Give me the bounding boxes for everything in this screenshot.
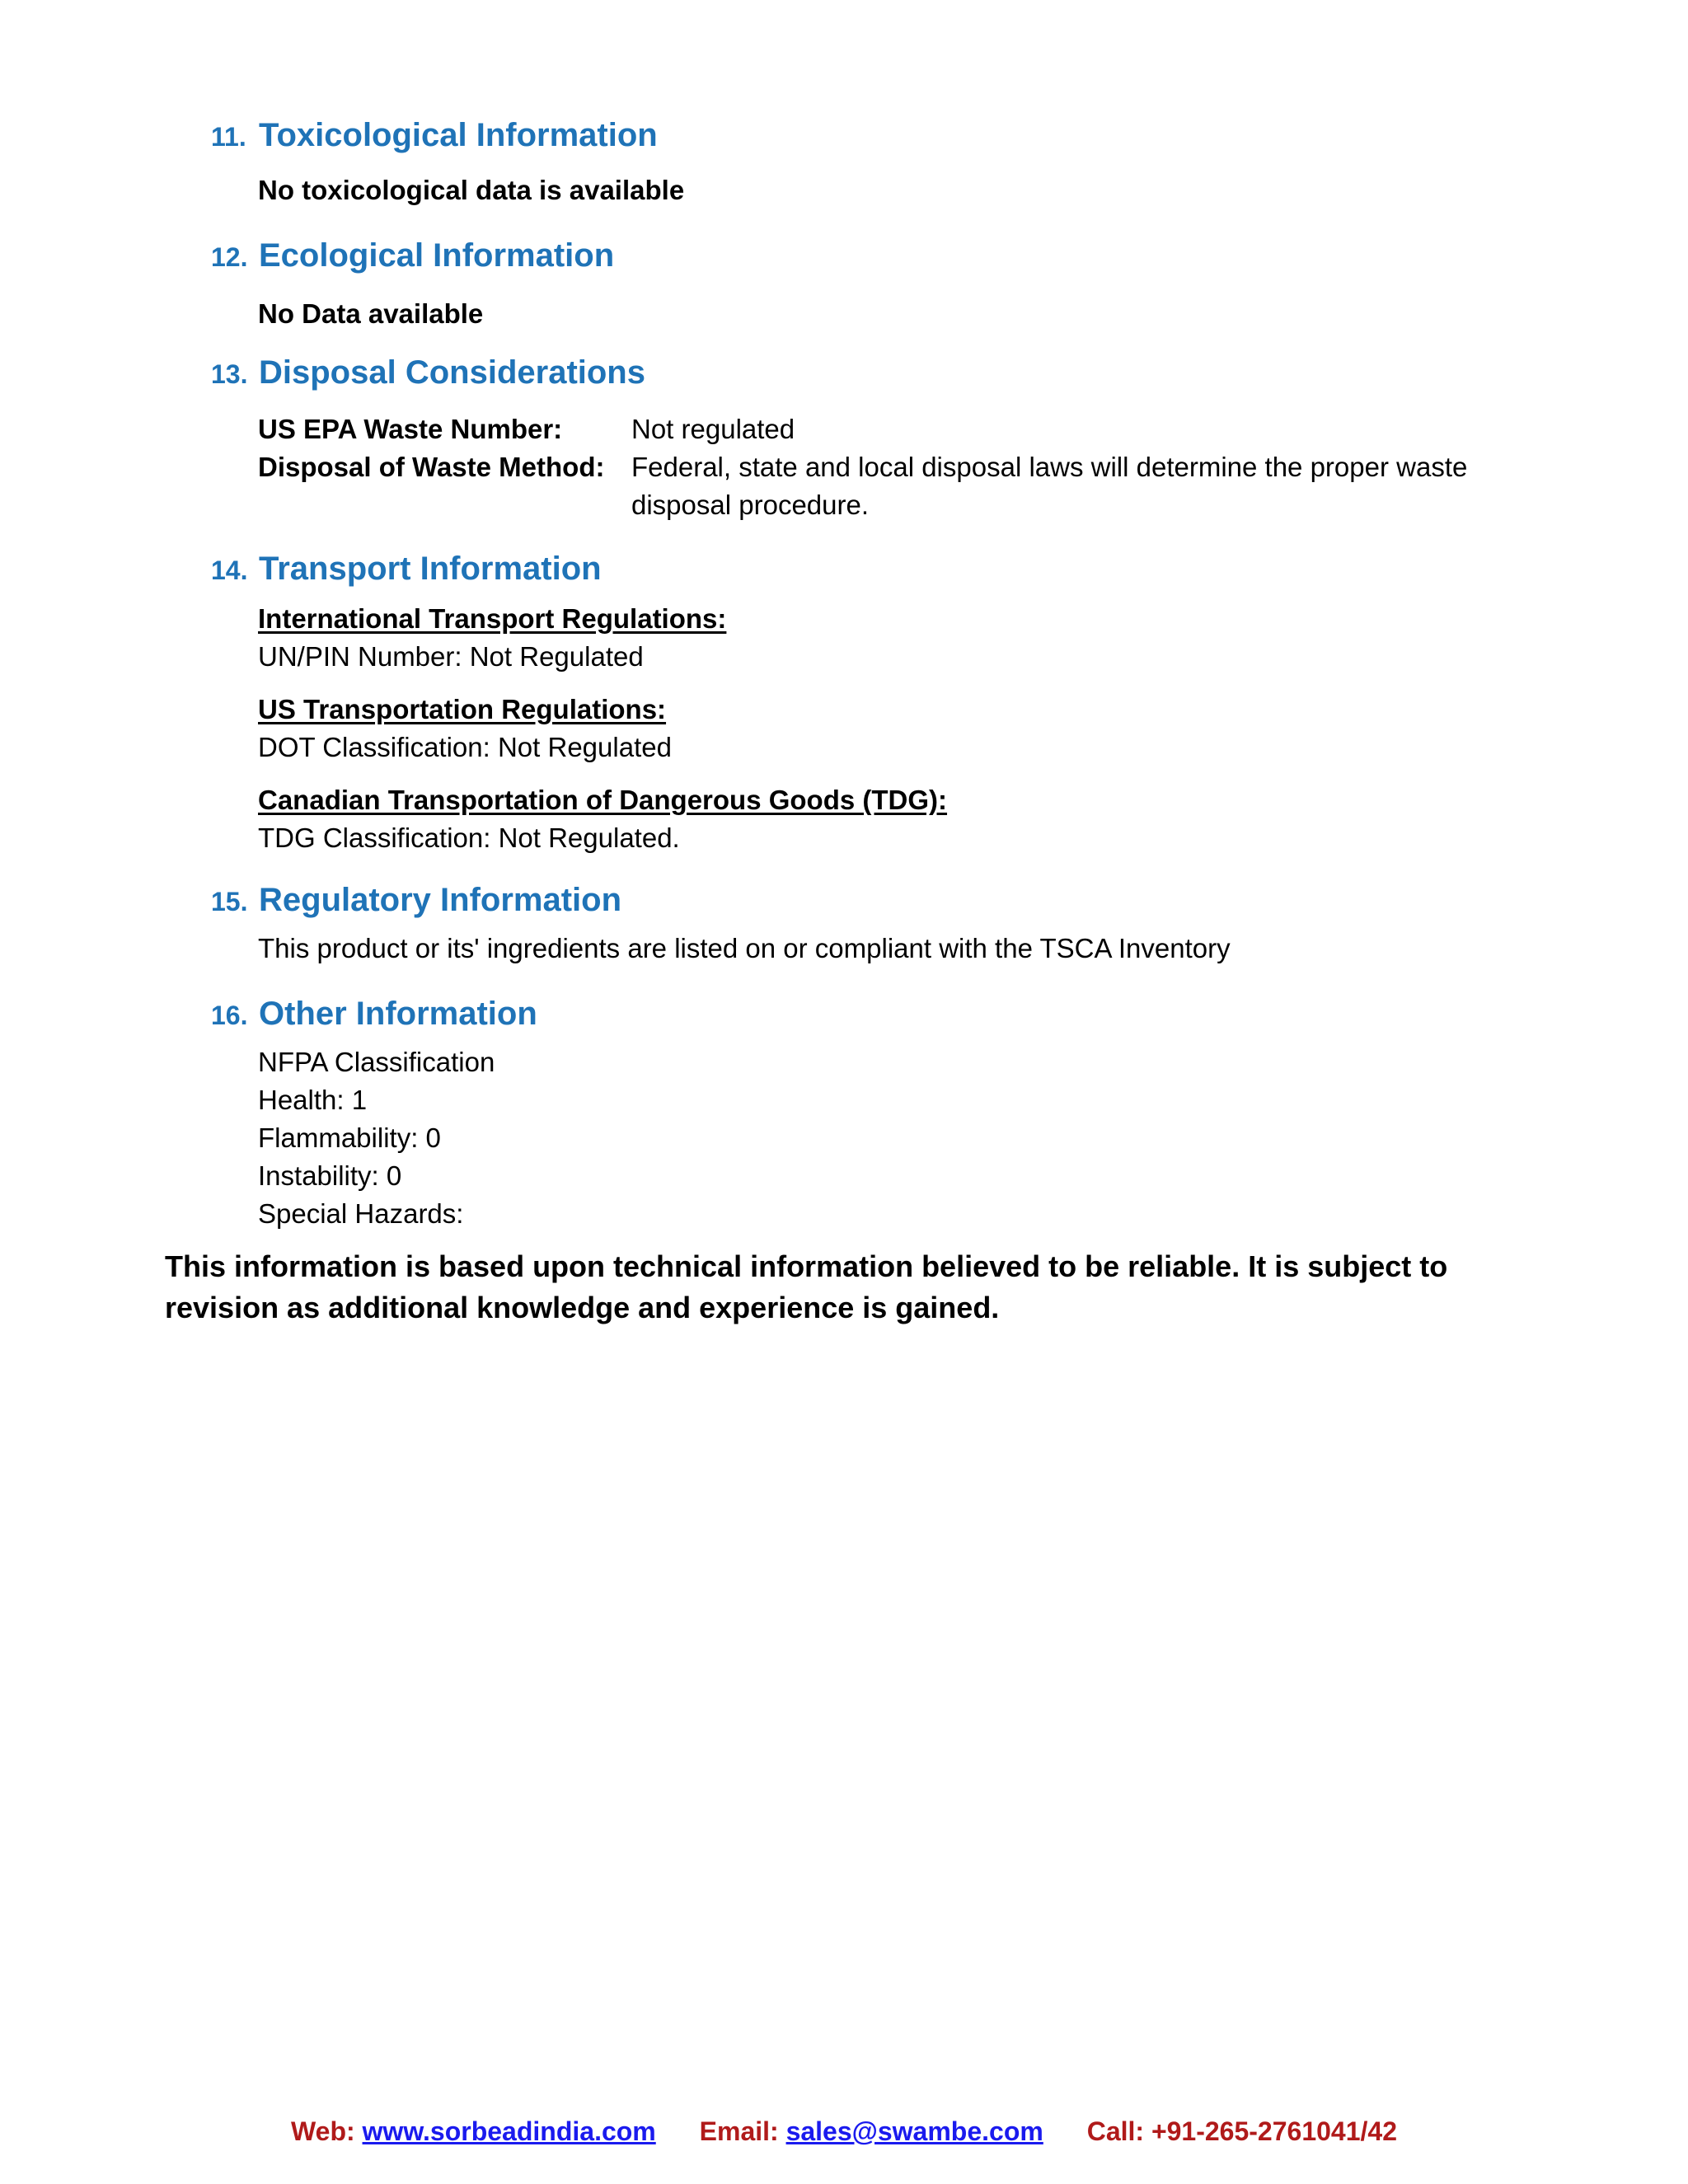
section-11-heading — [211, 117, 658, 154]
nfpa-classification: NFPA Classification — [258, 1047, 495, 1077]
epa-waste-number-label: US EPA Waste Number: — [258, 414, 563, 444]
section-14-heading — [211, 551, 602, 588]
section-number: 13. — [211, 359, 248, 389]
canadian-transport-heading: Canadian Transportation of Dangerous Goods (TDG): — [258, 785, 948, 815]
footer-web — [291, 2116, 663, 2146]
regulatory-text: This product or its' ingredients are listed on or compliant with the TSCA Inventory — [258, 933, 1231, 963]
nfpa-flammability: Flammability: 0 — [258, 1122, 441, 1153]
nfpa-special-hazards: Special Hazards: — [258, 1198, 464, 1229]
disposal-method-value: Federal, state and local disposal laws will determine the proper waste disposal procedure. — [631, 452, 1468, 520]
section-title: Disposal Considerations — [259, 354, 645, 391]
section-title: Ecological Information — [259, 237, 615, 274]
section-13-heading — [211, 354, 645, 391]
nfpa-health: Health: 1 — [258, 1085, 368, 1115]
international-transport-heading: International Transport Regulations: — [258, 603, 727, 634]
footer-email-link[interactable]: sales@swambe.com — [785, 2116, 1043, 2146]
footer-web-label: Web: — [291, 2116, 355, 2146]
section-title: Toxicological Information — [259, 117, 658, 153]
section-title: Other Information — [259, 996, 537, 1032]
section-number: 11. — [211, 122, 246, 152]
international-transport-text: UN/PIN Number: Not Regulated — [258, 641, 644, 672]
section-number: 12. — [211, 242, 248, 272]
toxicological-text: No toxicological data is available — [258, 175, 685, 205]
epa-waste-number-value: Not regulated — [631, 414, 795, 444]
footer — [0, 2116, 1688, 2147]
canadian-transport-text: TDG Classification: Not Regulated. — [258, 823, 680, 853]
section-number: 16. — [211, 1001, 248, 1030]
footer-email — [700, 2116, 1051, 2146]
section-number: 15. — [211, 887, 248, 916]
ecological-text: No Data available — [258, 298, 484, 329]
us-transport-text: DOT Classification: Not Regulated — [258, 732, 672, 762]
footer-web-link[interactable]: www.sorbeadindia.com — [362, 2116, 656, 2146]
section-16-heading — [211, 996, 537, 1033]
us-transport-heading: US Transportation Regulations: — [258, 694, 667, 724]
disclaimer: This information is based upon technical information believed to be reliable. It is subject to revision as additional knowledge and experience is gained. — [165, 1249, 1448, 1324]
section-title: Transport Information — [259, 551, 602, 587]
section-title: Regulatory Information — [259, 882, 622, 918]
footer-call: Call: +91-265-2761041/42 — [1086, 2116, 1397, 2146]
section-15-heading — [211, 882, 621, 919]
disposal-method-label: Disposal of Waste Method: — [258, 452, 605, 482]
section-number: 14. — [211, 555, 248, 585]
footer-email-label: Email: — [699, 2116, 779, 2146]
nfpa-instability: Instability: 0 — [258, 1160, 402, 1191]
section-12-heading — [211, 237, 614, 274]
